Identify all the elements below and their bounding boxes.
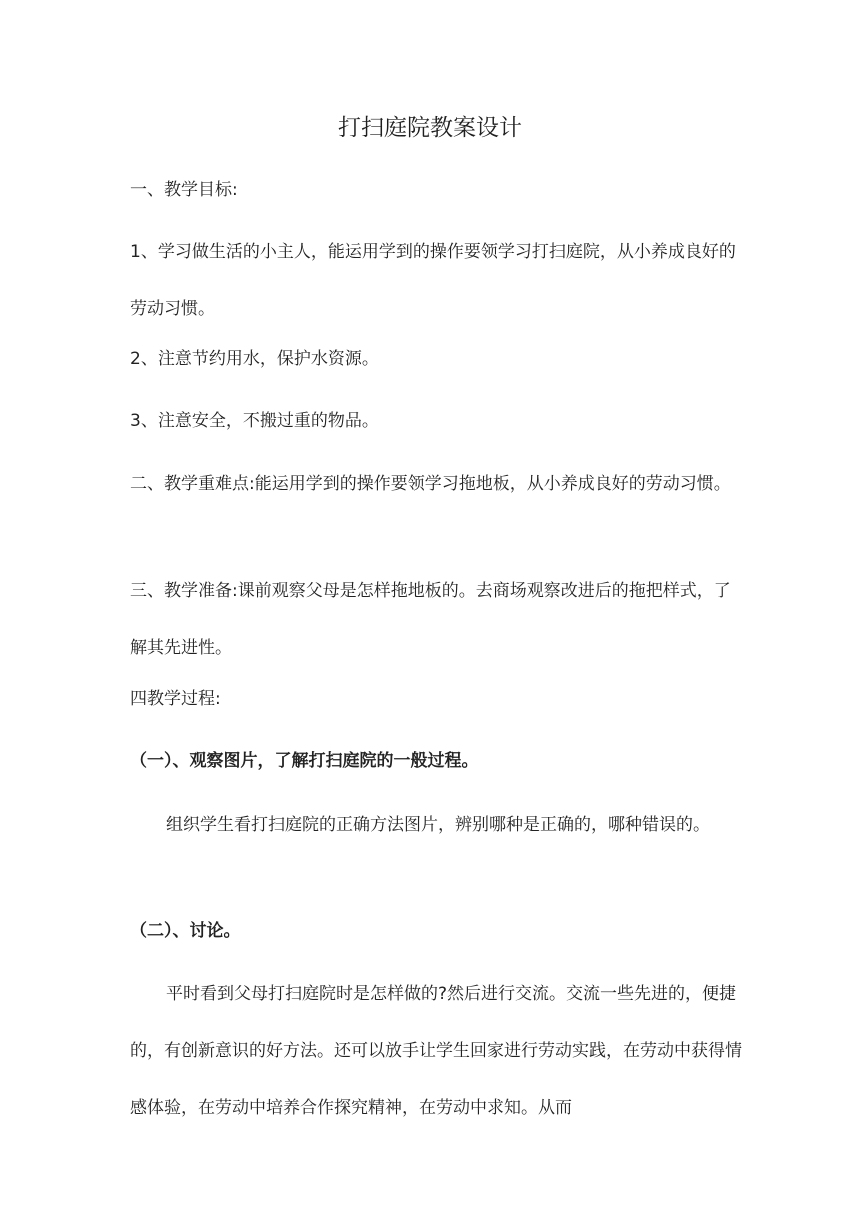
teaching-goals-heading: 一、教学目标:: [130, 180, 238, 200]
step-1-heading: （一）、观察图片，了解打扫庭院的一般过程。: [130, 751, 479, 771]
key-points-paragraph: 二、教学重难点:能运用学到的操作要领学习拖地板，从小养成良好的劳动习惯。: [130, 474, 731, 494]
teaching-process-heading: 四教学过程:: [130, 689, 221, 709]
document-title: 打扫庭院教案设计: [338, 115, 522, 141]
goal-item-1: 1、学习做生活的小主人，能运用学到的操作要领学习打扫庭院，从小养成良好的劳动习惯。: [130, 242, 736, 319]
goal-item-2: 2、注意节约用水，保护水资源。: [130, 349, 379, 369]
step-1-text: 组织学生看打扫庭院的正确方法图片，辨别哪种是正确的，哪种错误的。: [166, 815, 710, 835]
goal-item-3: 3、注意安全，不搬过重的物品。: [130, 411, 379, 431]
step-2-text: 平时看到父母打扫庭院时是怎样做的?然后进行交流。交流一些先进的，便捷的，有创新意识的好方法。还可以放手让学生回家进行劳动实践，在劳动中获得情感体验，在劳动中培养合作探究精神，在劳动中求知。从而: [130, 984, 742, 1118]
step-2-heading: （二）、讨论。: [130, 921, 241, 941]
preparation-paragraph: 三、教学准备:课前观察父母是怎样拖地板的。去商场观察改进后的拖把样式，了解其先进性。: [130, 581, 731, 658]
